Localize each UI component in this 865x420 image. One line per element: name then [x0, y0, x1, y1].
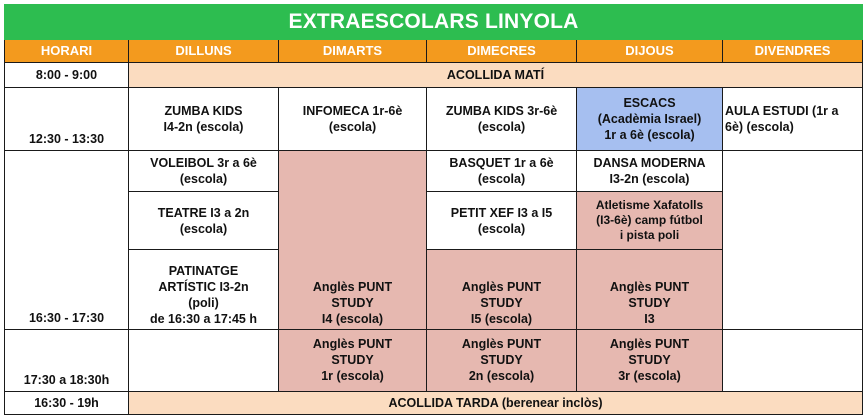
cell-divendres-tarda-empty — [723, 150, 863, 329]
header-dimarts: DIMARTS — [279, 40, 427, 62]
line: BASQUET 1r a 6è — [449, 155, 554, 170]
header-dimecres: DIMECRES — [427, 40, 577, 62]
cell-angles-dijous — [577, 249, 723, 329]
line: VOLEIBOL 3r a 6è — [150, 155, 257, 170]
acollida-tarda: ACOLLIDA TARDA (berenear inclòs) — [129, 391, 863, 414]
line: STUDY — [480, 353, 523, 368]
line: (I3-6è) camp fútbol — [596, 213, 703, 228]
line: STUDY — [331, 295, 374, 310]
time-midday: 12:30 - 13:30 — [5, 87, 129, 150]
cell-patinatge — [129, 249, 279, 329]
line: TEATRE I3 a 2n — [157, 205, 250, 220]
time-late: 16:30 - 19h — [5, 391, 129, 414]
line: (Acadèmia Israel) — [597, 111, 702, 126]
cell-angles-dimarts — [279, 150, 427, 329]
line: Anglès PUNT — [312, 279, 393, 294]
line: I4-2n (escola) — [163, 119, 244, 134]
cell-dilluns-vespre-empty — [129, 329, 279, 391]
line: ZUMBA KIDS — [164, 103, 243, 118]
line: 6è) (escola) — [725, 119, 794, 134]
cell-teatre — [129, 192, 279, 250]
cell-aula-estudi — [723, 87, 863, 150]
line: (escola) — [179, 221, 228, 236]
line: 2n (escola) — [468, 369, 535, 384]
line: 1r (escola) — [321, 369, 384, 384]
cell-angles-1r — [279, 329, 427, 391]
line: (escola) — [477, 171, 526, 186]
line: STUDY — [480, 295, 523, 310]
cell-basquet — [427, 150, 577, 192]
line: STUDY — [331, 353, 374, 368]
line: ARTÍSTIC I3-2n — [158, 279, 249, 294]
cell-escacs — [577, 87, 723, 150]
cell-petit-xef — [427, 192, 577, 250]
header-dilluns: DILLUNS — [129, 40, 279, 62]
header-horari: HORARI — [5, 40, 129, 62]
time-morning: 8:00 - 9:00 — [5, 62, 129, 87]
header-divendres: DIVENDRES — [723, 40, 863, 62]
cell-angles-2n — [427, 329, 577, 391]
header-dijous: DIJOUS — [577, 40, 723, 62]
line: (escola) — [328, 119, 377, 134]
line: STUDY — [628, 295, 671, 310]
schedule-table — [4, 4, 863, 415]
page-title: EXTRAESCOLARS LINYOLA — [5, 5, 863, 40]
line: I4 (escola) — [321, 311, 384, 326]
line: 1r a 6è (escola) — [604, 127, 695, 142]
line: STUDY — [628, 353, 671, 368]
line: I5 (escola) — [470, 311, 533, 326]
cell-infomeca — [279, 87, 427, 150]
cell-zumba-kids-dimecres — [427, 87, 577, 150]
acollida-mati: ACOLLIDA MATÍ — [129, 62, 863, 87]
line: DANSA MODERNA — [593, 155, 706, 170]
line: ZUMBA KIDS 3r-6è — [445, 103, 558, 118]
line: (escola) — [179, 171, 228, 186]
line: Anglès PUNT — [609, 279, 690, 294]
line: INFOMECA 1r-6è — [302, 103, 403, 118]
line: I3-2n (escola) — [609, 171, 690, 186]
line: Anglès PUNT — [461, 279, 542, 294]
cell-zumba-kids-dilluns — [129, 87, 279, 150]
line: i pista poli — [619, 228, 680, 243]
line: Anglès PUNT — [461, 337, 542, 352]
time-afternoon: 16:30 - 17:30 — [5, 150, 129, 329]
cell-divendres-vespre-empty — [723, 329, 863, 391]
line: PETIT XEF I3 a I5 — [450, 205, 553, 220]
line: PATINATGE — [168, 263, 239, 278]
line: 3r (escola) — [618, 369, 681, 384]
time-evening: 17:30 a 18:30h — [5, 329, 129, 391]
line: AULA ESTUDI (1r a — [725, 103, 839, 118]
line: (poli) — [188, 295, 219, 310]
cell-angles-dimecres — [427, 249, 577, 329]
line: (escola) — [477, 221, 526, 236]
cell-angles-3r — [577, 329, 723, 391]
cell-voleibol — [129, 150, 279, 192]
line: Anglès PUNT — [609, 337, 690, 352]
line: (escola) — [477, 119, 526, 134]
line: ESCACS — [623, 95, 676, 110]
cell-atletisme — [577, 192, 723, 250]
line: Atletisme Xafatolls — [595, 198, 704, 213]
line: Anglès PUNT — [312, 337, 393, 352]
cell-dansa-moderna — [577, 150, 723, 192]
line: de 16:30 a 17:45 h — [149, 311, 257, 326]
line: I3 — [644, 311, 655, 326]
